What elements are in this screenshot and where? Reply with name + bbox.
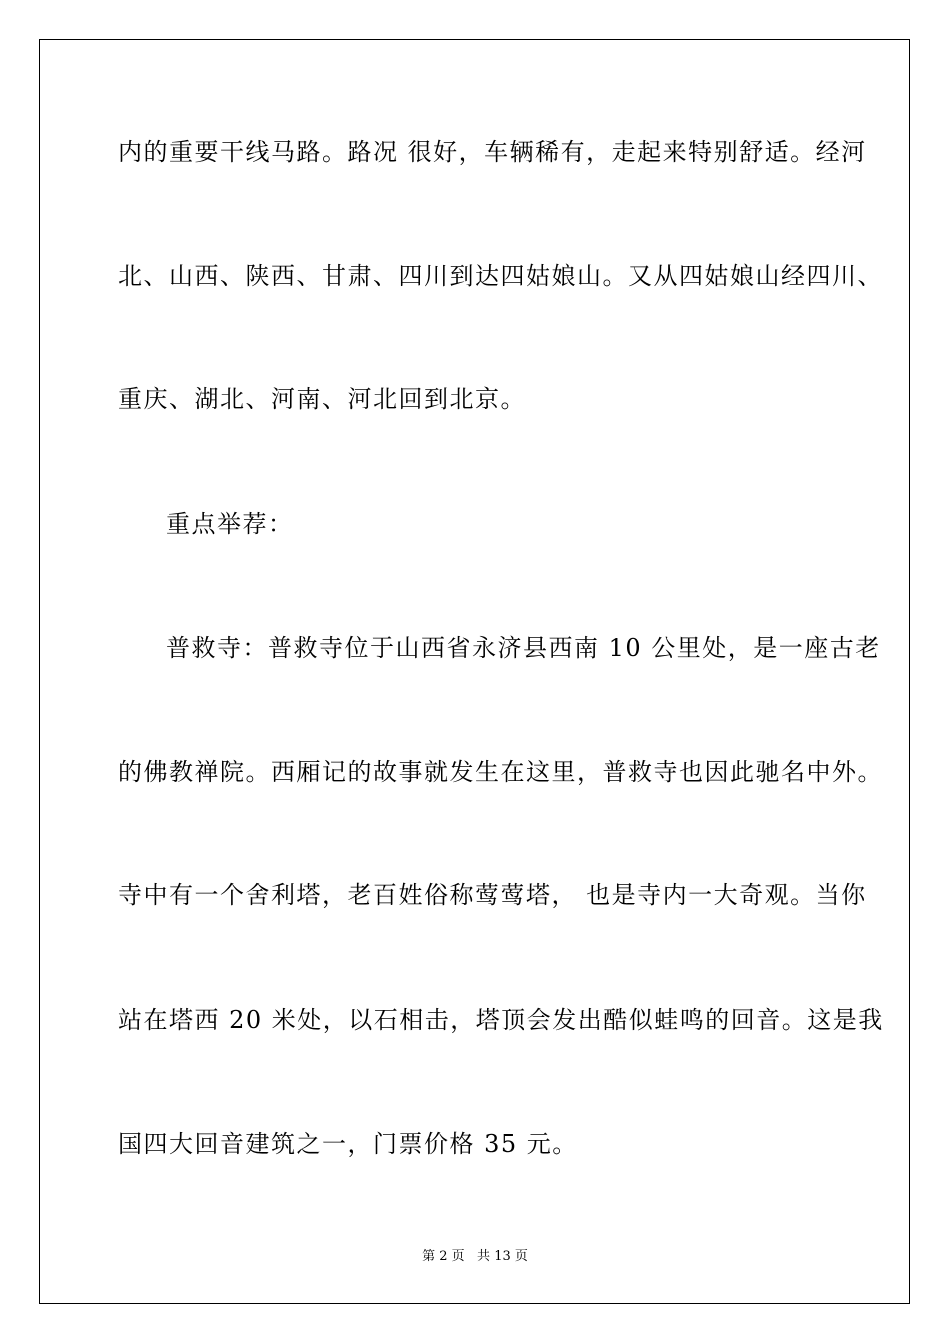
body-text-line: 内的重要干线马路。路况 很好，车辆稀有，走起来特别舒适。经河 bbox=[118, 138, 867, 166]
body-text-line: 重庆、湖北、河南、河北回到北京。 bbox=[118, 385, 526, 413]
body-text-line: 国四大回音建筑之一，门票价格 35 元。 bbox=[118, 1130, 578, 1158]
page-number-footer: 第 2 页 共 13 页 bbox=[422, 1249, 528, 1264]
body-text-line: 北、山西、陕西、甘肃、四川到达四姑娘山。又从四姑娘山经四川、 bbox=[118, 262, 883, 290]
body-text-line: 普救寺：普救寺位于山西省永济县西南 10 公里处，是一座古老 bbox=[166, 634, 881, 662]
body-text-line: 寺中有一个舍利塔，老百姓俗称莺莺塔， 也是寺内一大奇观。当你 bbox=[118, 881, 867, 909]
page-border bbox=[39, 39, 910, 1304]
section-heading: 重点举荐： bbox=[166, 510, 294, 538]
body-text-line: 站在塔西 20 米处，以石相击，塔顶会发出酷似蛙鸣的回音。这是我 bbox=[118, 1006, 884, 1034]
body-text-line: 的佛教禅院。西厢记的故事就发生在这里，普救寺也因此驰名中外。 bbox=[118, 758, 883, 786]
